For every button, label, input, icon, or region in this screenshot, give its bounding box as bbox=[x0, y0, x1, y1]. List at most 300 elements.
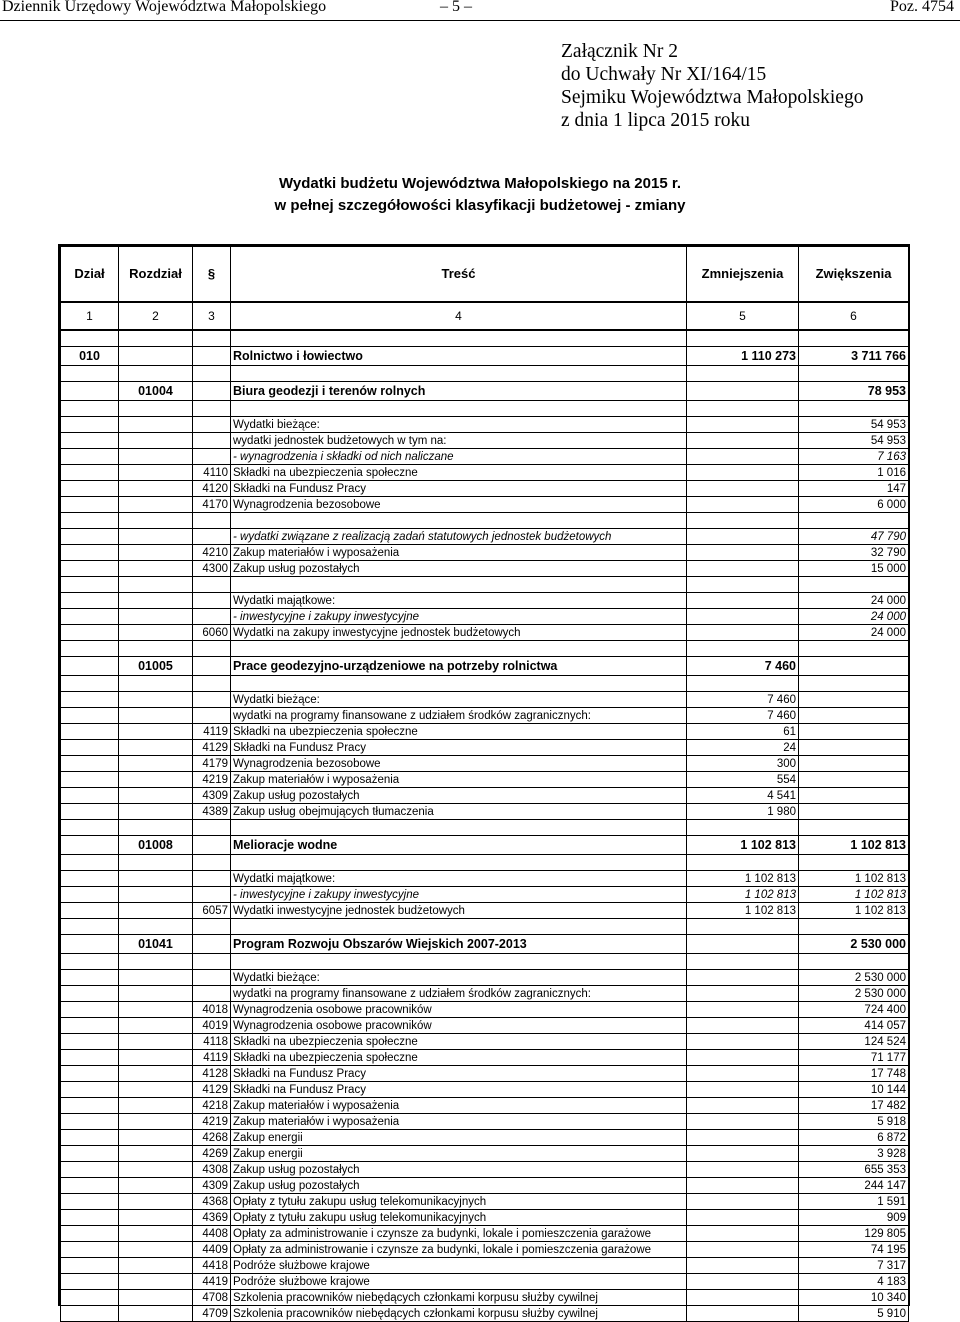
cell-tresc: Składki na ubezpieczenia społeczne bbox=[231, 724, 687, 740]
col-number: 5 bbox=[687, 302, 799, 330]
cell-paragraf: 4219 bbox=[193, 1114, 231, 1130]
cell-dzial bbox=[61, 1098, 119, 1114]
cell-zmniejszenia bbox=[687, 820, 799, 836]
table-row bbox=[61, 657, 909, 676]
cell-rozdzial bbox=[119, 347, 193, 366]
table-row bbox=[61, 970, 909, 986]
cell-tresc: Zakup materiałów i wyposażenia bbox=[231, 1114, 687, 1130]
cell-dzial bbox=[61, 772, 119, 788]
table-row bbox=[61, 1274, 909, 1290]
cell-rozdzial bbox=[119, 756, 193, 772]
cell-zwiekszenia: 124 524 bbox=[799, 1034, 909, 1050]
cell-rozdzial bbox=[119, 593, 193, 609]
cell-dzial bbox=[61, 692, 119, 708]
cell-zmniejszenia bbox=[687, 676, 799, 692]
cell-dzial bbox=[61, 330, 119, 347]
cell-zmniejszenia bbox=[687, 1306, 799, 1322]
cell-rozdzial bbox=[119, 1242, 193, 1258]
cell-paragraf: 4110 bbox=[193, 465, 231, 481]
cell-dzial bbox=[61, 593, 119, 609]
spacer-row bbox=[61, 676, 909, 692]
cell-paragraf: 4219 bbox=[193, 772, 231, 788]
cell-zwiekszenia bbox=[799, 641, 909, 657]
cell-tresc bbox=[231, 330, 687, 347]
cell-tresc: Zakup usług obejmujących tłumaczenia bbox=[231, 804, 687, 820]
cell-rozdzial bbox=[119, 1178, 193, 1194]
cell-zmniejszenia bbox=[687, 954, 799, 970]
table-row bbox=[61, 692, 909, 708]
cell-zwiekszenia: 78 953 bbox=[799, 382, 909, 401]
cell-dzial bbox=[61, 756, 119, 772]
cell-paragraf: 6060 bbox=[193, 625, 231, 641]
cell-paragraf: 4419 bbox=[193, 1274, 231, 1290]
cell-paragraf bbox=[193, 347, 231, 366]
table-row bbox=[61, 347, 909, 366]
cell-zwiekszenia bbox=[799, 724, 909, 740]
cell-rozdzial bbox=[119, 1162, 193, 1178]
cell-tresc: Prace geodezyjno-urządzeniowe na potrzeby rolnictwa bbox=[231, 657, 687, 676]
cell-rozdzial bbox=[119, 1066, 193, 1082]
cell-zmniejszenia bbox=[687, 1050, 799, 1066]
cell-zwiekszenia: 5 910 bbox=[799, 1306, 909, 1322]
cell-paragraf bbox=[193, 382, 231, 401]
cell-zmniejszenia bbox=[687, 382, 799, 401]
col-paragraf: § bbox=[193, 247, 231, 303]
cell-tresc: Wynagrodzenia bezosobowe bbox=[231, 756, 687, 772]
cell-tresc: Zakup materiałów i wyposażenia bbox=[231, 1098, 687, 1114]
cell-paragraf bbox=[193, 954, 231, 970]
cell-zmniejszenia: 4 541 bbox=[687, 788, 799, 804]
cell-zmniejszenia bbox=[687, 1146, 799, 1162]
page-header bbox=[0, 0, 960, 21]
table-row bbox=[61, 935, 909, 954]
cell-zwiekszenia bbox=[799, 401, 909, 417]
cell-zmniejszenia bbox=[687, 855, 799, 871]
cell-zmniejszenia bbox=[687, 1290, 799, 1306]
cell-tresc: - wydatki związane z realizacją zadań statutowych jednostek budżetowych bbox=[231, 529, 687, 545]
cell-dzial bbox=[61, 529, 119, 545]
table-row bbox=[61, 481, 909, 497]
cell-zwiekszenia: 655 353 bbox=[799, 1162, 909, 1178]
cell-paragraf: 4018 bbox=[193, 1002, 231, 1018]
cell-dzial bbox=[61, 1114, 119, 1130]
cell-paragraf: 4308 bbox=[193, 1162, 231, 1178]
document-title-2: w pełnej szczegółowości klasyfikacji budżetowej - zmiany bbox=[274, 197, 686, 214]
table-row bbox=[61, 1098, 909, 1114]
cell-rozdzial bbox=[119, 1258, 193, 1274]
cell-tresc: Składki na Fundusz Pracy bbox=[231, 1082, 687, 1098]
cell-rozdzial bbox=[119, 1018, 193, 1034]
cell-dzial bbox=[61, 1130, 119, 1146]
cell-paragraf bbox=[193, 433, 231, 449]
cell-zmniejszenia bbox=[687, 970, 799, 986]
cell-tresc: Wydatki bieżące: bbox=[231, 692, 687, 708]
cell-tresc: Zakup materiałów i wyposażenia bbox=[231, 545, 687, 561]
cell-zwiekszenia: 10 340 bbox=[799, 1290, 909, 1306]
cell-paragraf: 4368 bbox=[193, 1194, 231, 1210]
cell-zwiekszenia: 1 102 813 bbox=[799, 836, 909, 855]
cell-paragraf bbox=[193, 692, 231, 708]
cell-paragraf bbox=[193, 609, 231, 625]
cell-paragraf: 4210 bbox=[193, 545, 231, 561]
cell-dzial bbox=[61, 1178, 119, 1194]
cell-rozdzial: 01004 bbox=[119, 382, 193, 401]
cell-zwiekszenia: 3 928 bbox=[799, 1146, 909, 1162]
cell-paragraf: 4309 bbox=[193, 1178, 231, 1194]
annex-line-1: Załącznik Nr 2 bbox=[561, 41, 678, 62]
cell-tresc: Wynagrodzenia osobowe pracowników bbox=[231, 1018, 687, 1034]
cell-rozdzial bbox=[119, 740, 193, 756]
table-row bbox=[61, 1114, 909, 1130]
cell-dzial bbox=[61, 935, 119, 954]
cell-dzial bbox=[61, 970, 119, 986]
cell-zwiekszenia bbox=[799, 954, 909, 970]
cell-dzial bbox=[61, 465, 119, 481]
cell-dzial bbox=[61, 1258, 119, 1274]
cell-paragraf bbox=[193, 887, 231, 903]
cell-tresc bbox=[231, 820, 687, 836]
table-row bbox=[61, 545, 909, 561]
cell-rozdzial bbox=[119, 401, 193, 417]
cell-tresc bbox=[231, 954, 687, 970]
cell-dzial bbox=[61, 366, 119, 382]
cell-zwiekszenia bbox=[799, 513, 909, 529]
col-number: 6 bbox=[799, 302, 909, 330]
cell-rozdzial bbox=[119, 625, 193, 641]
cell-zmniejszenia: 61 bbox=[687, 724, 799, 740]
cell-rozdzial bbox=[119, 330, 193, 347]
cell-paragraf: 4120 bbox=[193, 481, 231, 497]
annex-line-4: z dnia 1 lipca 2015 roku bbox=[561, 110, 750, 131]
cell-rozdzial bbox=[119, 1130, 193, 1146]
cell-zwiekszenia bbox=[799, 820, 909, 836]
cell-dzial bbox=[61, 625, 119, 641]
cell-rozdzial bbox=[119, 449, 193, 465]
cell-zmniejszenia bbox=[687, 1130, 799, 1146]
cell-zwiekszenia bbox=[799, 692, 909, 708]
cell-zwiekszenia bbox=[799, 919, 909, 935]
cell-dzial bbox=[61, 449, 119, 465]
cell-dzial bbox=[61, 1050, 119, 1066]
table-row bbox=[61, 1290, 909, 1306]
cell-rozdzial bbox=[119, 708, 193, 724]
col-rozdzial: Rozdział bbox=[119, 247, 193, 303]
spacer-row bbox=[61, 401, 909, 417]
cell-tresc: Opłaty za administrowanie i czynsze za budynki, lokale i pomieszczenia garażowe bbox=[231, 1242, 687, 1258]
cell-zmniejszenia bbox=[687, 625, 799, 641]
cell-tresc: Składki na ubezpieczenia społeczne bbox=[231, 1050, 687, 1066]
cell-rozdzial bbox=[119, 724, 193, 740]
cell-dzial bbox=[61, 903, 119, 919]
cell-tresc: wydatki na programy finansowane z udziałem środków zagranicznych: bbox=[231, 986, 687, 1002]
cell-zwiekszenia bbox=[799, 804, 909, 820]
table-row bbox=[61, 1130, 909, 1146]
cell-dzial bbox=[61, 657, 119, 676]
cell-zmniejszenia bbox=[687, 481, 799, 497]
cell-paragraf bbox=[193, 836, 231, 855]
cell-zwiekszenia: 724 400 bbox=[799, 1002, 909, 1018]
cell-rozdzial bbox=[119, 772, 193, 788]
col-dzial: Dział bbox=[61, 247, 119, 303]
cell-zwiekszenia: 7 317 bbox=[799, 1258, 909, 1274]
cell-zmniejszenia bbox=[687, 593, 799, 609]
cell-paragraf: 4218 bbox=[193, 1098, 231, 1114]
cell-tresc: Opłaty z tytułu zakupu usług telekomunikacyjnych bbox=[231, 1210, 687, 1226]
cell-zwiekszenia: 24 000 bbox=[799, 593, 909, 609]
cell-tresc: wydatki na programy finansowane z udziałem środków zagranicznych: bbox=[231, 708, 687, 724]
table-row bbox=[61, 433, 909, 449]
cell-rozdzial bbox=[119, 577, 193, 593]
cell-paragraf: 4119 bbox=[193, 1050, 231, 1066]
cell-zmniejszenia bbox=[687, 561, 799, 577]
cell-rozdzial bbox=[119, 970, 193, 986]
table-row bbox=[61, 986, 909, 1002]
cell-zmniejszenia bbox=[687, 1258, 799, 1274]
cell-paragraf bbox=[193, 577, 231, 593]
cell-tresc: Rolnictwo i łowiectwo bbox=[231, 347, 687, 366]
cell-paragraf bbox=[193, 401, 231, 417]
cell-paragraf: 4300 bbox=[193, 561, 231, 577]
cell-dzial bbox=[61, 1194, 119, 1210]
table-row bbox=[61, 609, 909, 625]
table-row bbox=[61, 740, 909, 756]
spacer-row bbox=[61, 577, 909, 593]
table-row bbox=[61, 1082, 909, 1098]
cell-dzial bbox=[61, 919, 119, 935]
cell-zmniejszenia bbox=[687, 366, 799, 382]
cell-zwiekszenia: 1 102 813 bbox=[799, 903, 909, 919]
cell-zwiekszenia: 2 530 000 bbox=[799, 986, 909, 1002]
table-row bbox=[61, 449, 909, 465]
table-row bbox=[61, 724, 909, 740]
table-row bbox=[61, 625, 909, 641]
cell-zmniejszenia: 554 bbox=[687, 772, 799, 788]
cell-rozdzial bbox=[119, 871, 193, 887]
cell-rozdzial bbox=[119, 417, 193, 433]
cell-paragraf bbox=[193, 449, 231, 465]
cell-rozdzial bbox=[119, 609, 193, 625]
cell-tresc: Wydatki inwestycyjne jednostek budżetowych bbox=[231, 903, 687, 919]
cell-paragraf bbox=[193, 708, 231, 724]
cell-paragraf bbox=[193, 513, 231, 529]
cell-paragraf: 4118 bbox=[193, 1034, 231, 1050]
cell-dzial bbox=[61, 855, 119, 871]
cell-zwiekszenia: 17 482 bbox=[799, 1098, 909, 1114]
cell-paragraf bbox=[193, 657, 231, 676]
cell-zwiekszenia: 7 163 bbox=[799, 449, 909, 465]
cell-paragraf: 4709 bbox=[193, 1306, 231, 1322]
cell-zmniejszenia bbox=[687, 1034, 799, 1050]
cell-dzial bbox=[61, 577, 119, 593]
budget-table bbox=[60, 246, 909, 1322]
cell-tresc: Zakup usług pozostałych bbox=[231, 1162, 687, 1178]
cell-tresc: Zakup materiałów i wyposażenia bbox=[231, 772, 687, 788]
cell-dzial bbox=[61, 1146, 119, 1162]
cell-zmniejszenia bbox=[687, 1226, 799, 1242]
cell-rozdzial bbox=[119, 1290, 193, 1306]
cell-zmniejszenia bbox=[687, 1066, 799, 1082]
cell-paragraf: 4409 bbox=[193, 1242, 231, 1258]
cell-zmniejszenia: 7 460 bbox=[687, 708, 799, 724]
cell-tresc: Wydatki bieżące: bbox=[231, 970, 687, 986]
spacer-row bbox=[61, 513, 909, 529]
cell-tresc: Opłaty z tytułu zakupu usług telekomunikacyjnych bbox=[231, 1194, 687, 1210]
document-title-1: Wydatki budżetu Województwa Małopolskiego na 2015 r. bbox=[278, 175, 682, 192]
cell-zmniejszenia: 7 460 bbox=[687, 657, 799, 676]
cell-paragraf: 4418 bbox=[193, 1258, 231, 1274]
cell-zmniejszenia bbox=[687, 433, 799, 449]
cell-zmniejszenia bbox=[687, 1242, 799, 1258]
cell-paragraf: 4369 bbox=[193, 1210, 231, 1226]
cell-tresc: Opłaty za administrowanie i czynsze za budynki, lokale i pomieszczenia garażowe bbox=[231, 1226, 687, 1242]
cell-dzial bbox=[61, 986, 119, 1002]
cell-tresc bbox=[231, 366, 687, 382]
cell-zmniejszenia bbox=[687, 1210, 799, 1226]
cell-tresc bbox=[231, 855, 687, 871]
cell-dzial bbox=[61, 724, 119, 740]
cell-paragraf bbox=[193, 986, 231, 1002]
table-row bbox=[61, 1050, 909, 1066]
table-row bbox=[61, 804, 909, 820]
cell-zmniejszenia bbox=[687, 1274, 799, 1290]
cell-tresc bbox=[231, 401, 687, 417]
cell-dzial bbox=[61, 871, 119, 887]
cell-tresc: Melioracje wodne bbox=[231, 836, 687, 855]
cell-rozdzial bbox=[119, 676, 193, 692]
cell-rozdzial bbox=[119, 1146, 193, 1162]
cell-paragraf bbox=[193, 855, 231, 871]
cell-paragraf: 4129 bbox=[193, 740, 231, 756]
cell-zwiekszenia: 1 591 bbox=[799, 1194, 909, 1210]
table-row bbox=[61, 382, 909, 401]
cell-rozdzial bbox=[119, 1274, 193, 1290]
col-number: 2 bbox=[119, 302, 193, 330]
cell-zwiekszenia: 1 016 bbox=[799, 465, 909, 481]
cell-tresc: Podróże służbowe krajowe bbox=[231, 1258, 687, 1274]
table-row bbox=[61, 1258, 909, 1274]
cell-rozdzial bbox=[119, 1194, 193, 1210]
cell-rozdzial bbox=[119, 1306, 193, 1322]
cell-dzial bbox=[61, 1226, 119, 1242]
cell-paragraf: 4128 bbox=[193, 1066, 231, 1082]
cell-rozdzial bbox=[119, 903, 193, 919]
cell-paragraf: 4389 bbox=[193, 804, 231, 820]
cell-rozdzial: 01041 bbox=[119, 935, 193, 954]
cell-dzial bbox=[61, 676, 119, 692]
cell-zmniejszenia bbox=[687, 1114, 799, 1130]
cell-rozdzial bbox=[119, 788, 193, 804]
table-row bbox=[61, 465, 909, 481]
cell-zwiekszenia bbox=[799, 772, 909, 788]
cell-tresc bbox=[231, 577, 687, 593]
cell-zwiekszenia: 4 183 bbox=[799, 1274, 909, 1290]
cell-zwiekszenia bbox=[799, 330, 909, 347]
cell-dzial bbox=[61, 1082, 119, 1098]
cell-rozdzial: 01005 bbox=[119, 657, 193, 676]
cell-zwiekszenia: 6 000 bbox=[799, 497, 909, 513]
col-number: 3 bbox=[193, 302, 231, 330]
cell-paragraf: 4708 bbox=[193, 1290, 231, 1306]
cell-rozdzial bbox=[119, 954, 193, 970]
cell-zwiekszenia: 74 195 bbox=[799, 1242, 909, 1258]
cell-zwiekszenia: 24 000 bbox=[799, 625, 909, 641]
cell-paragraf: 4268 bbox=[193, 1130, 231, 1146]
cell-zwiekszenia: 1 102 813 bbox=[799, 871, 909, 887]
cell-paragraf: 4019 bbox=[193, 1018, 231, 1034]
cell-tresc: Wydatki majątkowe: bbox=[231, 871, 687, 887]
cell-dzial bbox=[61, 561, 119, 577]
cell-zwiekszenia: 129 805 bbox=[799, 1226, 909, 1242]
cell-tresc bbox=[231, 676, 687, 692]
table-row bbox=[61, 1210, 909, 1226]
cell-rozdzial bbox=[119, 513, 193, 529]
col-tresc: Treść bbox=[231, 247, 687, 303]
cell-dzial bbox=[61, 401, 119, 417]
cell-rozdzial bbox=[119, 641, 193, 657]
cell-zmniejszenia bbox=[687, 401, 799, 417]
table-row bbox=[61, 529, 909, 545]
cell-dzial bbox=[61, 954, 119, 970]
cell-paragraf bbox=[193, 330, 231, 347]
col-zmniejszenia: Zmniejszenia bbox=[687, 247, 799, 303]
cell-tresc bbox=[231, 641, 687, 657]
cell-dzial: 010 bbox=[61, 347, 119, 366]
cell-rozdzial bbox=[119, 561, 193, 577]
cell-zwiekszenia: 54 953 bbox=[799, 433, 909, 449]
cell-tresc: Program Rozwoju Obszarów Wiejskich 2007-2013 bbox=[231, 935, 687, 954]
cell-zwiekszenia bbox=[799, 676, 909, 692]
table-header-row bbox=[61, 247, 909, 303]
cell-dzial bbox=[61, 1242, 119, 1258]
cell-zwiekszenia bbox=[799, 657, 909, 676]
annex-block bbox=[561, 40, 863, 132]
annex-line-3: Sejmiku Województwa Małopolskiego bbox=[561, 87, 864, 108]
cell-zwiekszenia bbox=[799, 708, 909, 724]
cell-tresc bbox=[231, 513, 687, 529]
cell-zwiekszenia: 909 bbox=[799, 1210, 909, 1226]
cell-zmniejszenia bbox=[687, 465, 799, 481]
cell-paragraf: 4408 bbox=[193, 1226, 231, 1242]
cell-zmniejszenia bbox=[687, 1082, 799, 1098]
cell-zmniejszenia: 24 bbox=[687, 740, 799, 756]
cell-zmniejszenia bbox=[687, 330, 799, 347]
cell-tresc: - inwestycyjne i zakupy inwestycyjne bbox=[231, 887, 687, 903]
cell-tresc: Szkolenia pracowników niebędących członkami korpusu służby cywilnej bbox=[231, 1306, 687, 1322]
cell-rozdzial bbox=[119, 433, 193, 449]
table-row bbox=[61, 836, 909, 855]
cell-rozdzial bbox=[119, 1034, 193, 1050]
cell-tresc: Wydatki majątkowe: bbox=[231, 593, 687, 609]
cell-paragraf: 4179 bbox=[193, 756, 231, 772]
cell-tresc: Zakup energii bbox=[231, 1146, 687, 1162]
cell-rozdzial bbox=[119, 986, 193, 1002]
cell-zmniejszenia bbox=[687, 1178, 799, 1194]
cell-zmniejszenia: 7 460 bbox=[687, 692, 799, 708]
cell-paragraf bbox=[193, 970, 231, 986]
cell-zmniejszenia bbox=[687, 513, 799, 529]
spacer-row bbox=[61, 641, 909, 657]
cell-dzial bbox=[61, 740, 119, 756]
cell-zmniejszenia bbox=[687, 609, 799, 625]
cell-zwiekszenia: 47 790 bbox=[799, 529, 909, 545]
cell-tresc: Składki na ubezpieczenia społeczne bbox=[231, 465, 687, 481]
cell-zmniejszenia bbox=[687, 935, 799, 954]
spacer-row bbox=[61, 330, 909, 347]
cell-rozdzial bbox=[119, 529, 193, 545]
cell-rozdzial bbox=[119, 919, 193, 935]
cell-tresc: - wynagrodzenia i składki od nich naliczane bbox=[231, 449, 687, 465]
column-number-row bbox=[61, 302, 909, 330]
